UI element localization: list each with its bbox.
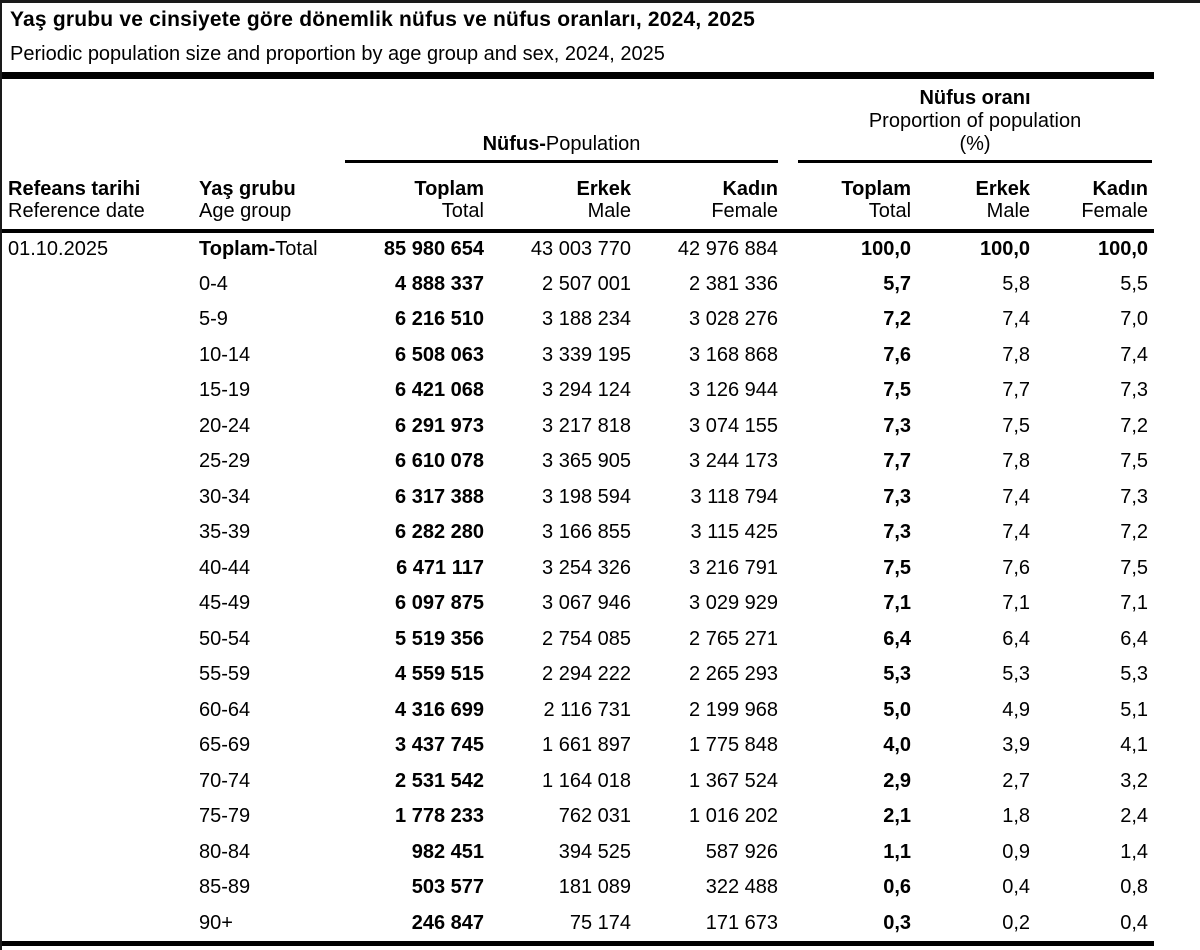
cell-reference-date	[2, 338, 197, 374]
cell-population-total: 4 888 337	[395, 272, 484, 295]
table-row	[2, 657, 1154, 693]
cell-population-total: 6 471 117	[396, 556, 484, 579]
cell-proportion-total: 5,0	[883, 698, 912, 721]
cell-population-female: 171 673	[705, 911, 779, 934]
cell-population-male: 2 754 085	[542, 627, 631, 650]
cell-proportion-total: 1,1	[883, 840, 912, 863]
cell-proportion-female: 1,4	[1120, 840, 1149, 863]
cell-population-total: 6 317 388	[395, 485, 484, 508]
cell-population-male: 3 166 855	[542, 521, 631, 544]
cell-proportion-male: 7,8	[1002, 450, 1031, 473]
cell-age-group: 60-64	[199, 698, 251, 721]
cell-proportion-female: 7,5	[1120, 450, 1149, 473]
cell-proportion-male: 7,7	[1002, 379, 1031, 402]
cell-population-male: 3 339 195	[542, 343, 631, 366]
cell-population-male: 181 089	[558, 876, 631, 899]
cell-reference-date	[2, 906, 197, 942]
cell-population-female: 42 976 884	[677, 238, 779, 261]
cell-population-total: 5 519 356	[395, 627, 484, 650]
cell-population-male: 75 174	[569, 911, 631, 934]
table-row	[2, 231, 1154, 267]
cell-population-male: 394 525	[558, 840, 631, 863]
cell-proportion-total: 7,5	[883, 379, 912, 402]
cell-proportion-male: 3,9	[1002, 734, 1031, 757]
table-row	[2, 409, 1154, 445]
cell-population-male: 3 198 594	[542, 485, 631, 508]
cell-population-total: 6 508 063	[395, 343, 484, 366]
cell-proportion-male: 1,8	[1002, 805, 1031, 828]
cell-reference-date	[2, 693, 197, 729]
cell-proportion-female: 7,1	[1120, 592, 1149, 615]
cell-population-total: 6 216 510	[395, 308, 484, 331]
cell-age-group: 85-89	[199, 876, 251, 899]
group-header-population	[345, 79, 778, 163]
table-row	[2, 480, 1154, 516]
cell-population-male: 3 217 818	[542, 414, 631, 437]
group-label-proportion-unit: (%)	[959, 133, 991, 155]
cell-proportion-female: 2,4	[1120, 805, 1149, 828]
cell-age-group: 75-79	[199, 805, 251, 828]
cell-reference-date	[2, 870, 197, 906]
cell-proportion-female: 5,1	[1120, 698, 1149, 721]
cell-population-total: 6 097 875	[395, 592, 484, 615]
cell-proportion-total: 2,9	[883, 769, 912, 792]
cell-population-male: 2 116 731	[543, 698, 631, 721]
cell-proportion-female: 3,2	[1120, 769, 1149, 792]
cell-proportion-female: 4,1	[1120, 734, 1149, 757]
table-row	[2, 515, 1154, 551]
cell-population-total: 4 316 699	[395, 698, 484, 721]
table-row	[2, 267, 1154, 303]
table-row	[2, 870, 1154, 906]
cell-proportion-male: 2,7	[1002, 769, 1031, 792]
cell-population-female: 3 029 929	[689, 592, 779, 615]
cell-population-female: 1 775 848	[689, 734, 779, 757]
cell-proportion-male: 7,1	[1002, 592, 1031, 615]
cell-proportion-male: 5,3	[1002, 663, 1031, 686]
cell-age-group: 35-39	[199, 521, 251, 544]
cell-population-total: 6 282 280	[395, 521, 484, 544]
table-row	[2, 799, 1154, 835]
cell-population-female: 3 118 794	[690, 485, 779, 508]
page-title: Yaş grubu ve cinsiyete göre dönemlik nüfus ve nüfus oranları, 2024, 2025	[10, 8, 756, 31]
cell-proportion-male: 0,9	[1002, 840, 1031, 863]
cell-proportion-total: 7,6	[883, 343, 912, 366]
col-header-age-group: Yaş grubu Age group	[197, 163, 345, 231]
cell-age-group: 90+	[199, 911, 233, 934]
cell-proportion-male: 0,2	[1002, 911, 1031, 934]
cell-proportion-total: 4,0	[883, 734, 912, 757]
cell-age-group: 50-54	[199, 627, 251, 650]
col-header-population-female: Kadın Female	[631, 163, 778, 231]
cell-proportion-total: 100,0	[860, 238, 912, 261]
cell-proportion-total: 7,7	[883, 450, 912, 473]
col-header-reference-date: Refeans tarihi Reference date	[2, 163, 197, 231]
cell-proportion-female: 7,2	[1120, 521, 1149, 544]
cell-reference-date: 01.10.2025	[8, 238, 109, 261]
cell-age-group: 20-24	[199, 414, 251, 437]
cell-population-total: 503 577	[411, 876, 484, 899]
col-header-proportion-female: Kadın Female	[1030, 163, 1154, 231]
table-row	[2, 693, 1154, 729]
cell-proportion-male: 0,4	[1002, 876, 1031, 899]
cell-population-female: 3 168 868	[689, 343, 779, 366]
cell-proportion-female: 7,2	[1120, 414, 1149, 437]
cell-proportion-total: 7,3	[883, 414, 912, 437]
cell-population-male: 3 067 946	[542, 592, 631, 615]
table-bottom-divider	[2, 941, 1154, 946]
cell-proportion-total: 2,1	[883, 805, 912, 828]
cell-proportion-female: 5,5	[1120, 272, 1149, 295]
table-row	[2, 551, 1154, 587]
table-row	[2, 586, 1154, 622]
cell-proportion-female: 0,4	[1120, 911, 1149, 934]
col-header-proportion-total: Toplam Total	[778, 163, 911, 231]
cell-population-male: 1 164 018	[542, 769, 631, 792]
cell-population-female: 587 926	[705, 840, 779, 863]
cell-population-total: 982 451	[411, 840, 484, 863]
cell-population-total: 3 437 745	[395, 734, 484, 757]
cell-proportion-male: 7,4	[1002, 521, 1031, 544]
cell-age-group: 80-84	[199, 840, 251, 863]
group-header-row	[2, 79, 1154, 163]
cell-age-group: 70-74	[199, 769, 251, 792]
cell-proportion-female: 0,8	[1120, 876, 1149, 899]
cell-population-male: 3 294 124	[542, 379, 631, 402]
population-table	[2, 79, 1154, 941]
cell-reference-date	[2, 799, 197, 835]
cell-proportion-male: 7,4	[1002, 485, 1031, 508]
cell-proportion-total: 0,3	[883, 911, 912, 934]
table-row	[2, 444, 1154, 480]
cell-reference-date	[2, 551, 197, 587]
cell-population-male: 1 661 897	[542, 734, 631, 757]
cell-population-total: 1 778 233	[395, 805, 484, 828]
table-row	[2, 622, 1154, 658]
cell-proportion-total: 6,4	[883, 627, 912, 650]
cell-proportion-total: 7,3	[883, 521, 912, 544]
cell-population-male: 3 188 234	[542, 308, 631, 331]
cell-proportion-male: 7,5	[1002, 414, 1031, 437]
cell-proportion-female: 5,3	[1120, 663, 1149, 686]
cell-population-female: 3 244 173	[689, 450, 779, 473]
cell-age-group: 0-4	[199, 272, 228, 295]
table-row	[2, 728, 1154, 764]
cell-population-total: 2 531 542	[395, 769, 484, 792]
cell-population-total: 4 559 515	[395, 663, 484, 686]
table-row	[2, 373, 1154, 409]
cell-population-female: 3 126 944	[689, 379, 779, 402]
group-label-population-tr: Nüfus-	[482, 133, 546, 155]
cell-age-group: 15-19	[199, 379, 251, 402]
col-header-population-male: Erkek Male	[484, 163, 631, 231]
cell-population-total: 6 610 078	[395, 450, 484, 473]
cell-population-female: 2 265 293	[689, 663, 779, 686]
cell-population-male: 2 294 222	[542, 663, 631, 686]
cell-reference-date	[2, 728, 197, 764]
cell-proportion-male: 100,0	[979, 238, 1031, 261]
cell-proportion-male: 5,8	[1002, 272, 1031, 295]
cell-proportion-total: 0,6	[883, 876, 912, 899]
cell-proportion-male: 4,9	[1002, 698, 1031, 721]
cell-proportion-total: 7,1	[883, 592, 912, 615]
group-label-proportion-en: Proportion of population	[868, 110, 1082, 132]
cell-age-group: 40-44	[199, 556, 251, 579]
cell-population-female: 1 016 202	[689, 805, 779, 828]
cell-reference-date	[2, 764, 197, 800]
cell-proportion-female: 7,3	[1120, 485, 1149, 508]
cell-population-female: 2 199 968	[689, 698, 779, 721]
cell-age-group: 25-29	[199, 450, 251, 473]
group-label-proportion-tr: Nüfus oranı	[919, 87, 1031, 109]
table-row	[2, 835, 1154, 871]
cell-reference-date	[2, 515, 197, 551]
cell-reference-date	[2, 622, 197, 658]
cell-population-female: 1 367 524	[689, 769, 779, 792]
cell-proportion-total: 7,2	[883, 308, 912, 331]
cell-proportion-male: 7,8	[1002, 343, 1031, 366]
cell-population-female: 3 115 425	[690, 521, 779, 544]
cell-population-female: 3 216 791	[689, 556, 779, 579]
group-header-proportion	[778, 79, 1154, 163]
table-row	[2, 764, 1154, 800]
table-row	[2, 906, 1154, 942]
group-label-population-en: Population	[545, 133, 641, 155]
cell-proportion-female: 6,4	[1120, 627, 1149, 650]
cell-proportion-male: 7,6	[1002, 556, 1031, 579]
cell-population-female: 3 028 276	[689, 308, 779, 331]
cell-population-male: 2 507 001	[542, 272, 631, 295]
cell-population-total: 6 421 068	[395, 379, 484, 402]
cell-reference-date	[2, 409, 197, 445]
cell-reference-date	[2, 373, 197, 409]
cell-proportion-total: 5,7	[883, 272, 912, 295]
cell-reference-date	[2, 444, 197, 480]
cell-proportion-male: 7,4	[1002, 308, 1031, 331]
cell-population-male: 3 365 905	[542, 450, 631, 473]
table-row	[2, 338, 1154, 374]
cell-population-male: 3 254 326	[542, 556, 631, 579]
cell-proportion-female: 7,3	[1120, 379, 1149, 402]
cell-reference-date	[2, 267, 197, 303]
cell-age-group: 5-9	[199, 308, 228, 331]
cell-reference-date	[2, 480, 197, 516]
cell-population-total: 6 291 973	[395, 414, 484, 437]
cell-reference-date	[2, 302, 197, 338]
cell-reference-date	[2, 586, 197, 622]
title-divider	[2, 72, 1154, 79]
cell-proportion-total: 7,5	[883, 556, 912, 579]
cell-population-male: 43 003 770	[530, 238, 631, 261]
cell-population-total: 85 980 654	[383, 238, 484, 261]
cell-population-female: 322 488	[705, 876, 779, 899]
cell-population-male: 762 031	[558, 805, 631, 828]
col-header-proportion-male: Erkek Male	[911, 163, 1030, 231]
cell-age-group: 65-69	[199, 734, 251, 757]
cell-proportion-male: 6,4	[1002, 627, 1031, 650]
page-subtitle: Periodic population size and proportion by age group and sex, 2024, 2025	[10, 43, 665, 65]
cell-proportion-female: 7,5	[1120, 556, 1149, 579]
cell-age-group: 30-34	[199, 485, 251, 508]
cell-proportion-female: 7,0	[1120, 308, 1149, 331]
cell-proportion-female: 100,0	[1097, 238, 1149, 261]
cell-age-group: 10-14	[199, 343, 251, 366]
cell-proportion-total: 5,3	[883, 663, 912, 686]
cell-age-group: Toplam-Total	[199, 238, 318, 261]
cell-population-female: 3 074 155	[689, 414, 779, 437]
cell-reference-date	[2, 657, 197, 693]
cell-proportion-female: 7,4	[1120, 343, 1149, 366]
cell-population-female: 2 381 336	[689, 272, 779, 295]
cell-population-total: 246 847	[411, 911, 484, 934]
table-row	[2, 302, 1154, 338]
cell-age-group: 55-59	[199, 663, 251, 686]
col-header-population-total: Toplam Total	[345, 163, 484, 231]
cell-reference-date	[2, 835, 197, 871]
cell-age-group: 45-49	[199, 592, 251, 615]
cell-population-female: 2 765 271	[689, 627, 779, 650]
group-header-empty	[2, 79, 345, 163]
cell-proportion-total: 7,3	[883, 485, 912, 508]
column-header-row	[2, 163, 1154, 231]
